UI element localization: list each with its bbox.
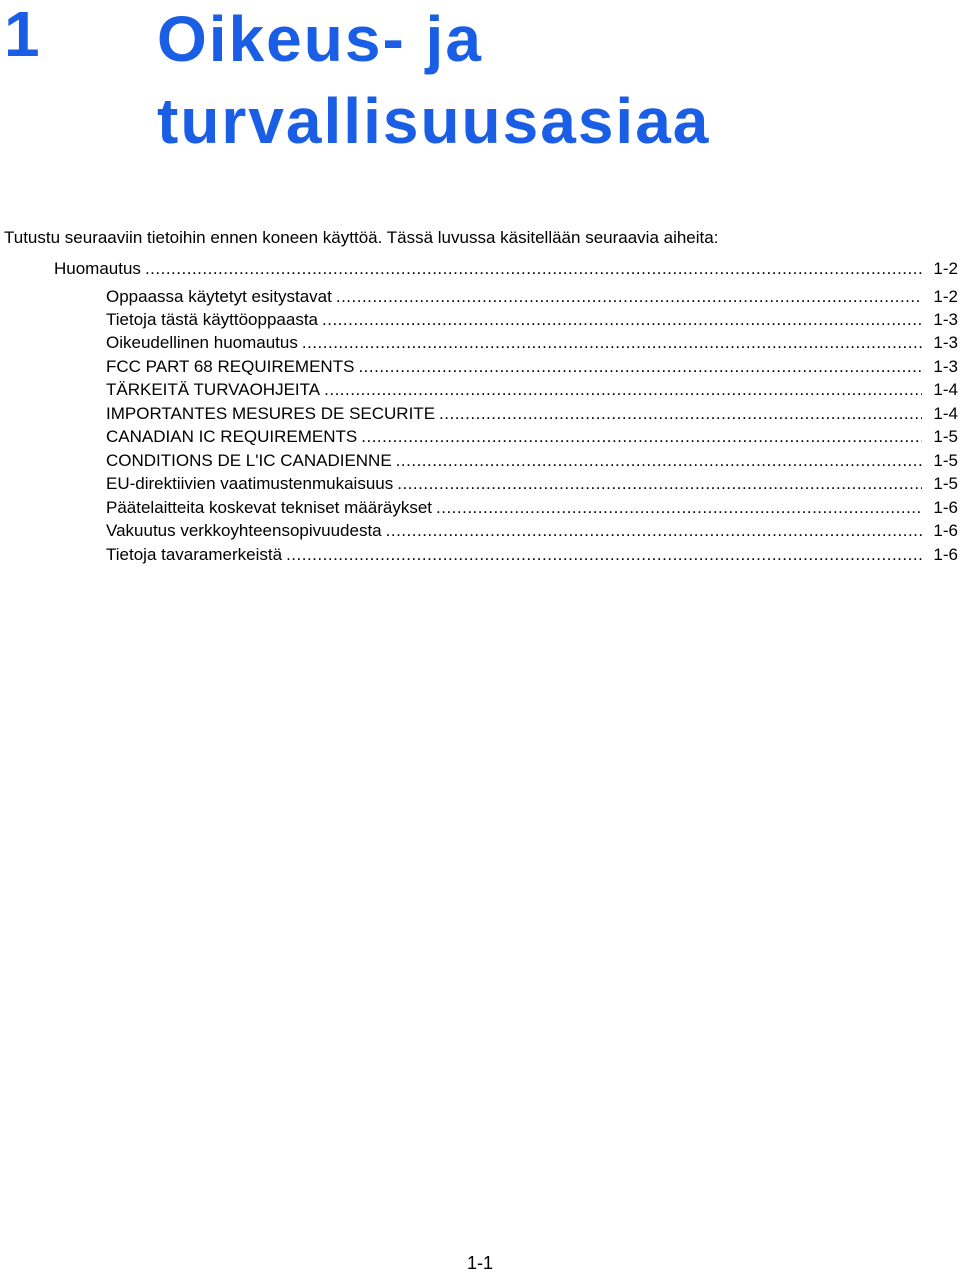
- toc-entry-label: Päätelaitteita koskevat tekniset määräykset: [106, 498, 432, 517]
- chapter-title: Oikeus- ja turvallisuusasiaa: [157, 3, 711, 157]
- toc-entry-label: Oppaassa käytetyt esitystavat: [106, 287, 332, 306]
- toc-entry[interactable]: [54, 259, 958, 283]
- toc-leader-dots: [145, 259, 922, 279]
- toc-entry-label: CANADIAN IC REQUIREMENTS: [106, 427, 358, 446]
- toc-leader-dots: [397, 474, 922, 494]
- toc-entry[interactable]: [106, 521, 958, 545]
- toc-entry-page: 1-6: [933, 521, 958, 540]
- toc-leader-dots: [322, 310, 922, 330]
- toc-leader-dots: [286, 545, 922, 565]
- toc-entry-label: CONDITIONS DE L'IC CANADIENNE: [106, 451, 392, 470]
- toc-entry-page: 1-5: [933, 474, 958, 493]
- toc-entry-label: TÄRKEITÄ TURVAOHJEITA: [106, 380, 321, 399]
- page-number: 1-1: [466, 1253, 493, 1273]
- toc-entry-page: 1-3: [933, 357, 958, 376]
- toc-entry-page: 1-5: [933, 451, 958, 470]
- toc-entry[interactable]: [106, 357, 958, 381]
- toc-entry-label: Oikeudellinen huomautus: [106, 333, 298, 352]
- toc-entry-page: 1-2: [933, 259, 958, 278]
- toc-leader-dots: [436, 498, 922, 518]
- toc-leader-dots: [302, 333, 922, 353]
- toc-entry-page: 1-3: [933, 310, 958, 329]
- toc-entry[interactable]: [106, 427, 958, 451]
- toc-leader-dots: [396, 451, 922, 471]
- chapter-number: 1: [4, 0, 40, 70]
- toc-entry-page: 1-6: [933, 545, 958, 564]
- toc-entry-label: IMPORTANTES MESURES DE SECURITE: [106, 404, 436, 423]
- toc-entry-page: 1-3: [933, 333, 958, 352]
- toc-entry-label: Huomautus: [54, 259, 141, 278]
- toc-entry[interactable]: [106, 310, 958, 334]
- toc-entry[interactable]: [106, 474, 958, 498]
- toc-entry[interactable]: [106, 333, 958, 357]
- intro-text: Tutustu seuraaviin tietoihin ennen koneen käyttöä. Tässä luvussa käsitellään seuraavia aiheita:: [4, 228, 719, 247]
- toc-leader-dots: [361, 427, 922, 447]
- toc-entry-label: EU-direktiivien vaatimustenmukaisuus: [106, 474, 394, 493]
- toc-entry-label: Tietoja tavaramerkeistä: [106, 545, 283, 564]
- toc-entry[interactable]: [106, 545, 958, 569]
- toc-leader-dots: [358, 357, 922, 377]
- toc-leader-dots: [324, 380, 922, 400]
- toc-entry-label: FCC PART 68 REQUIREMENTS: [106, 357, 355, 376]
- toc-leader-dots: [386, 521, 922, 541]
- toc-entry-page: 1-4: [933, 380, 958, 399]
- toc-entry-page: 1-6: [933, 498, 958, 517]
- toc-entry-label: Tietoja tästä käyttöoppaasta: [106, 310, 319, 329]
- toc-entry[interactable]: [106, 380, 958, 404]
- toc-leader-dots: [439, 404, 922, 424]
- toc-entry-page: 1-4: [933, 404, 958, 423]
- toc-entry-page: 1-2: [933, 287, 958, 306]
- toc-entry[interactable]: [106, 451, 958, 475]
- toc-leader-dots: [336, 287, 922, 307]
- toc-entry[interactable]: [106, 404, 958, 428]
- toc-entry-page: 1-5: [933, 427, 958, 446]
- toc-entry-label: Vakuutus verkkoyhteensopivuudesta: [106, 521, 382, 540]
- toc-entry[interactable]: [106, 287, 958, 311]
- toc-entry[interactable]: [106, 498, 958, 522]
